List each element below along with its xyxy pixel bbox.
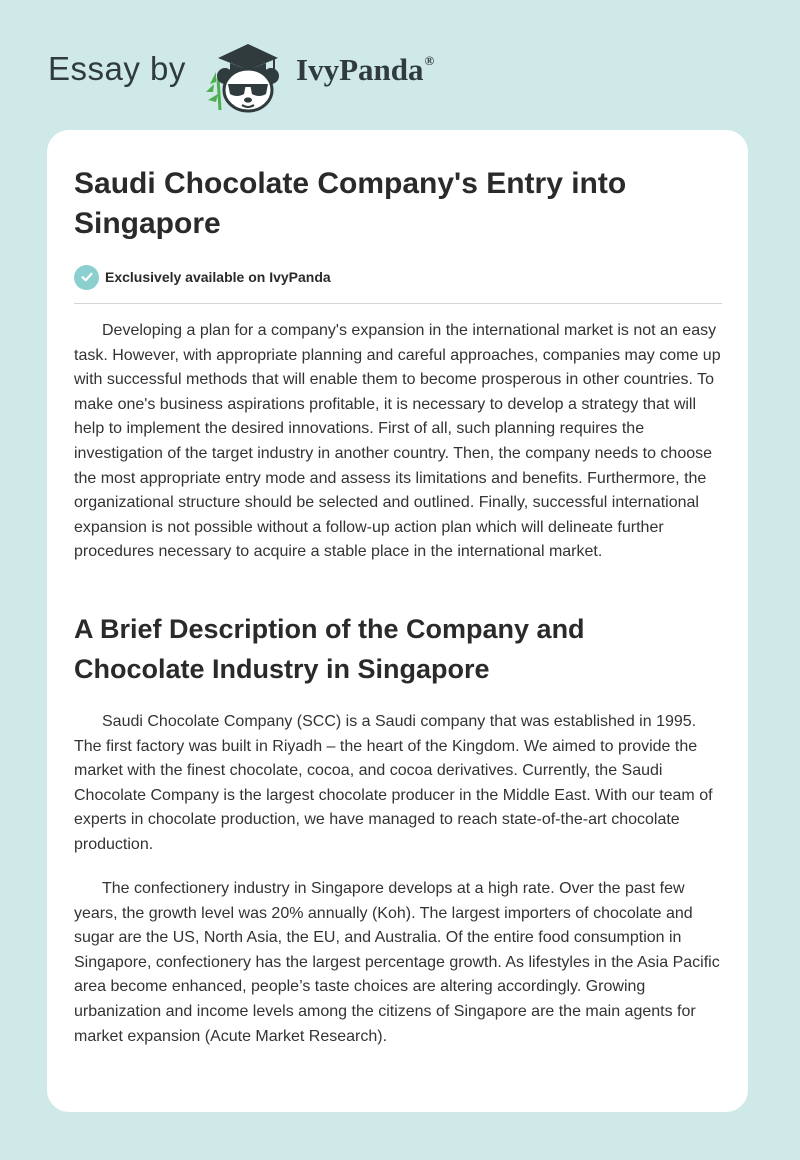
section-heading: A Brief Description of the Company and Chocolate Industry in Singapore [74, 614, 585, 684]
essay-title: Saudi Chocolate Company's Entry into Singapore [74, 167, 627, 240]
check-icon [74, 265, 99, 290]
divider [74, 303, 722, 304]
panda-graduate-logo-icon[interactable] [198, 38, 294, 114]
exclusive-badge [74, 264, 331, 290]
registered-mark: ® [424, 52, 435, 68]
site-header [0, 0, 800, 130]
company-description-paragraph: Saudi Chocolate Company (SCC) is a Saudi company that was established in 1995. The first factory was built in Riyadh – the heart of the Kingdom. We aimed to provide the market with the finest chocolate, cocoa, and cocoa derivatives. Currently, the Saudi Chocolate Company is the largest chocolate producer in the Middle East. With our team of experts in chocolate production, we have managed to reach state-of-the-art chocolate production. [74, 713, 713, 853]
essay-by-label: Essay by [48, 50, 186, 87]
industry-description-paragraph: The confectionery industry in Singapore develops at a high rate. Over the past few years, the growth level was 20% annually (Koh). The largest importers of chocolate and sugar are the US, North Asia, the EU, and Australia. Of the entire food consumption in Singapore, confectionery has the largest percentage growth. As lifestyles in the Asia Pacific area become enhanced, people’s taste choices are altering accordingly. Growing urbanization and income levels among the citizens of Singapore are the main agents for market expansion (Acute Market Research). [74, 880, 720, 1045]
brand-name-text: IvyPanda [296, 52, 424, 87]
essay-card [47, 130, 748, 1112]
ivypanda-brand-name[interactable] [296, 52, 434, 88]
exclusive-badge-label: Exclusively available on IvyPanda [105, 269, 331, 285]
intro-paragraph: Developing a plan for a company's expansion in the international market is not an easy task. However, with appropriate planning and careful approaches, companies may come up with successful methods that will enable them to become prosperous in other countries. To make one's business aspirations profitable, it is necessary to develop a strategy that will help to implement the desired innovations. First of all, such planning requires the investigation of the target industry in another country. Then, the company needs to choose the most appropriate entry mode and assess its limitations and benefits. Furthermore, the organizational structure should be selected and outlined. Finally, successful international expansion is not possible without a follow-up action plan which will delineate further procedures necessary to acquire a stable place in the international market. [74, 322, 721, 561]
